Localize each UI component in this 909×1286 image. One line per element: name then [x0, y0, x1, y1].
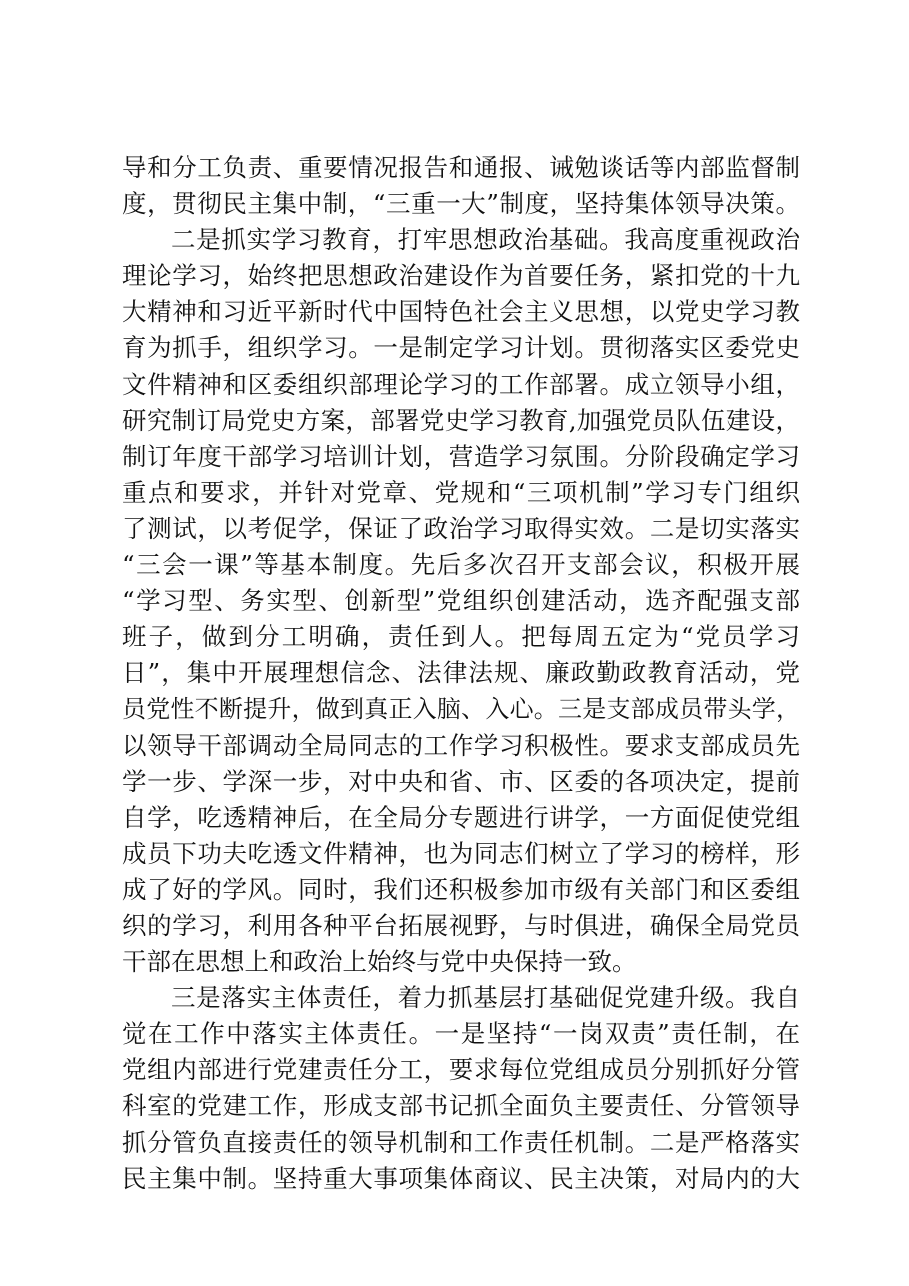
text-line: 重点和要求，并针对党章、党规和“三项机制”学习专门组织: [122, 477, 800, 507]
text-line: 导和分工负责、重要情况报告和通报、诫勉谈话等内部监督制: [122, 153, 800, 182]
text-line: 班子，做到分工明确，责任到人。把每周五定为“党员学习: [122, 622, 800, 652]
text-line: 自学，吃透精神后，在全局分专题进行讲学，一方面促使党组: [122, 802, 800, 832]
text-line: 文件精神和区委组织部理论学习的工作部署。成立领导小组，: [122, 369, 800, 399]
text-line: 抓分管负直接责任的领导机制和工作责任机制。二是严格落实: [122, 1127, 800, 1157]
text-line: 研究制订局党史方案，部署党史学习教育,加强党员队伍建设，: [122, 405, 800, 435]
text-line: 成员下功夫吃透文件精神，也为同志们树立了学习的榜样，形: [122, 838, 800, 868]
text-line: 大精神和习近平新时代中国特色社会主义思想，以党史学习教: [122, 297, 800, 327]
text-line: 度，贯彻民主集中制，“三重一大”制度，坚持集体领导决策。: [122, 189, 800, 219]
body-text: [122, 150, 800, 1197]
text-line: 成了好的学风。同时，我们还积极参加市级有关部门和区委组: [122, 874, 800, 904]
text-line: 员党性不断提升，做到真正入脑、入心。三是支部成员带头学，: [122, 695, 800, 724]
text-line: 织的学习，利用各种平台拓展视野，与时俱进，确保全局党员: [122, 910, 800, 940]
text-line: 民主集中制。坚持重大事项集体商议、民主决策，对局内的大: [122, 1163, 800, 1193]
text-line: 觉在工作中落实主体责任。一是坚持“一岗双责”责任制，在: [122, 1019, 800, 1049]
text-line: “三会一课”等基本制度。先后多次召开支部会议，积极开展: [122, 550, 800, 580]
text-line: 干部在思想上和政治上始终与党中央保持一致。: [122, 947, 637, 977]
text-line: 育为抓手，组织学习。一是制定学习计划。贯彻落实区委党史: [122, 333, 800, 363]
text-line: 理论学习，始终把思想政治建设作为首要任务，紧扣党的十九: [122, 261, 800, 291]
text-line: 学一步、学深一步，对中央和省、市、区委的各项决定，提前: [122, 766, 800, 796]
text-line: 日”，集中开展理想信念、法律法规、廉政勤政教育活动，党: [122, 658, 800, 688]
text-line: 三是落实主体责任，着力抓基层打基础促党建升级。我自: [171, 983, 800, 1013]
text-line: 以领导干部调动全局同志的工作学习积极性。要求支部成员先: [122, 730, 800, 760]
text-line: 科室的党建工作，形成支部书记抓全面负主要责任、分管领导: [122, 1091, 800, 1121]
text-line: 制订年度干部学习培训计划，营造学习氛围。分阶段确定学习: [122, 441, 800, 471]
text-line: 二是抓实学习教育，打牢思想政治基础。我高度重视政治: [171, 225, 800, 255]
text-line: 了测试，以考促学，保证了政治学习取得实效。二是切实落实: [122, 513, 800, 543]
text-line: 党组内部进行党建责任分工，要求每位党组成员分别抓好分管: [122, 1055, 800, 1085]
text-line: “学习型、务实型、创新型”党组织创建活动，选齐配强支部: [122, 586, 800, 616]
